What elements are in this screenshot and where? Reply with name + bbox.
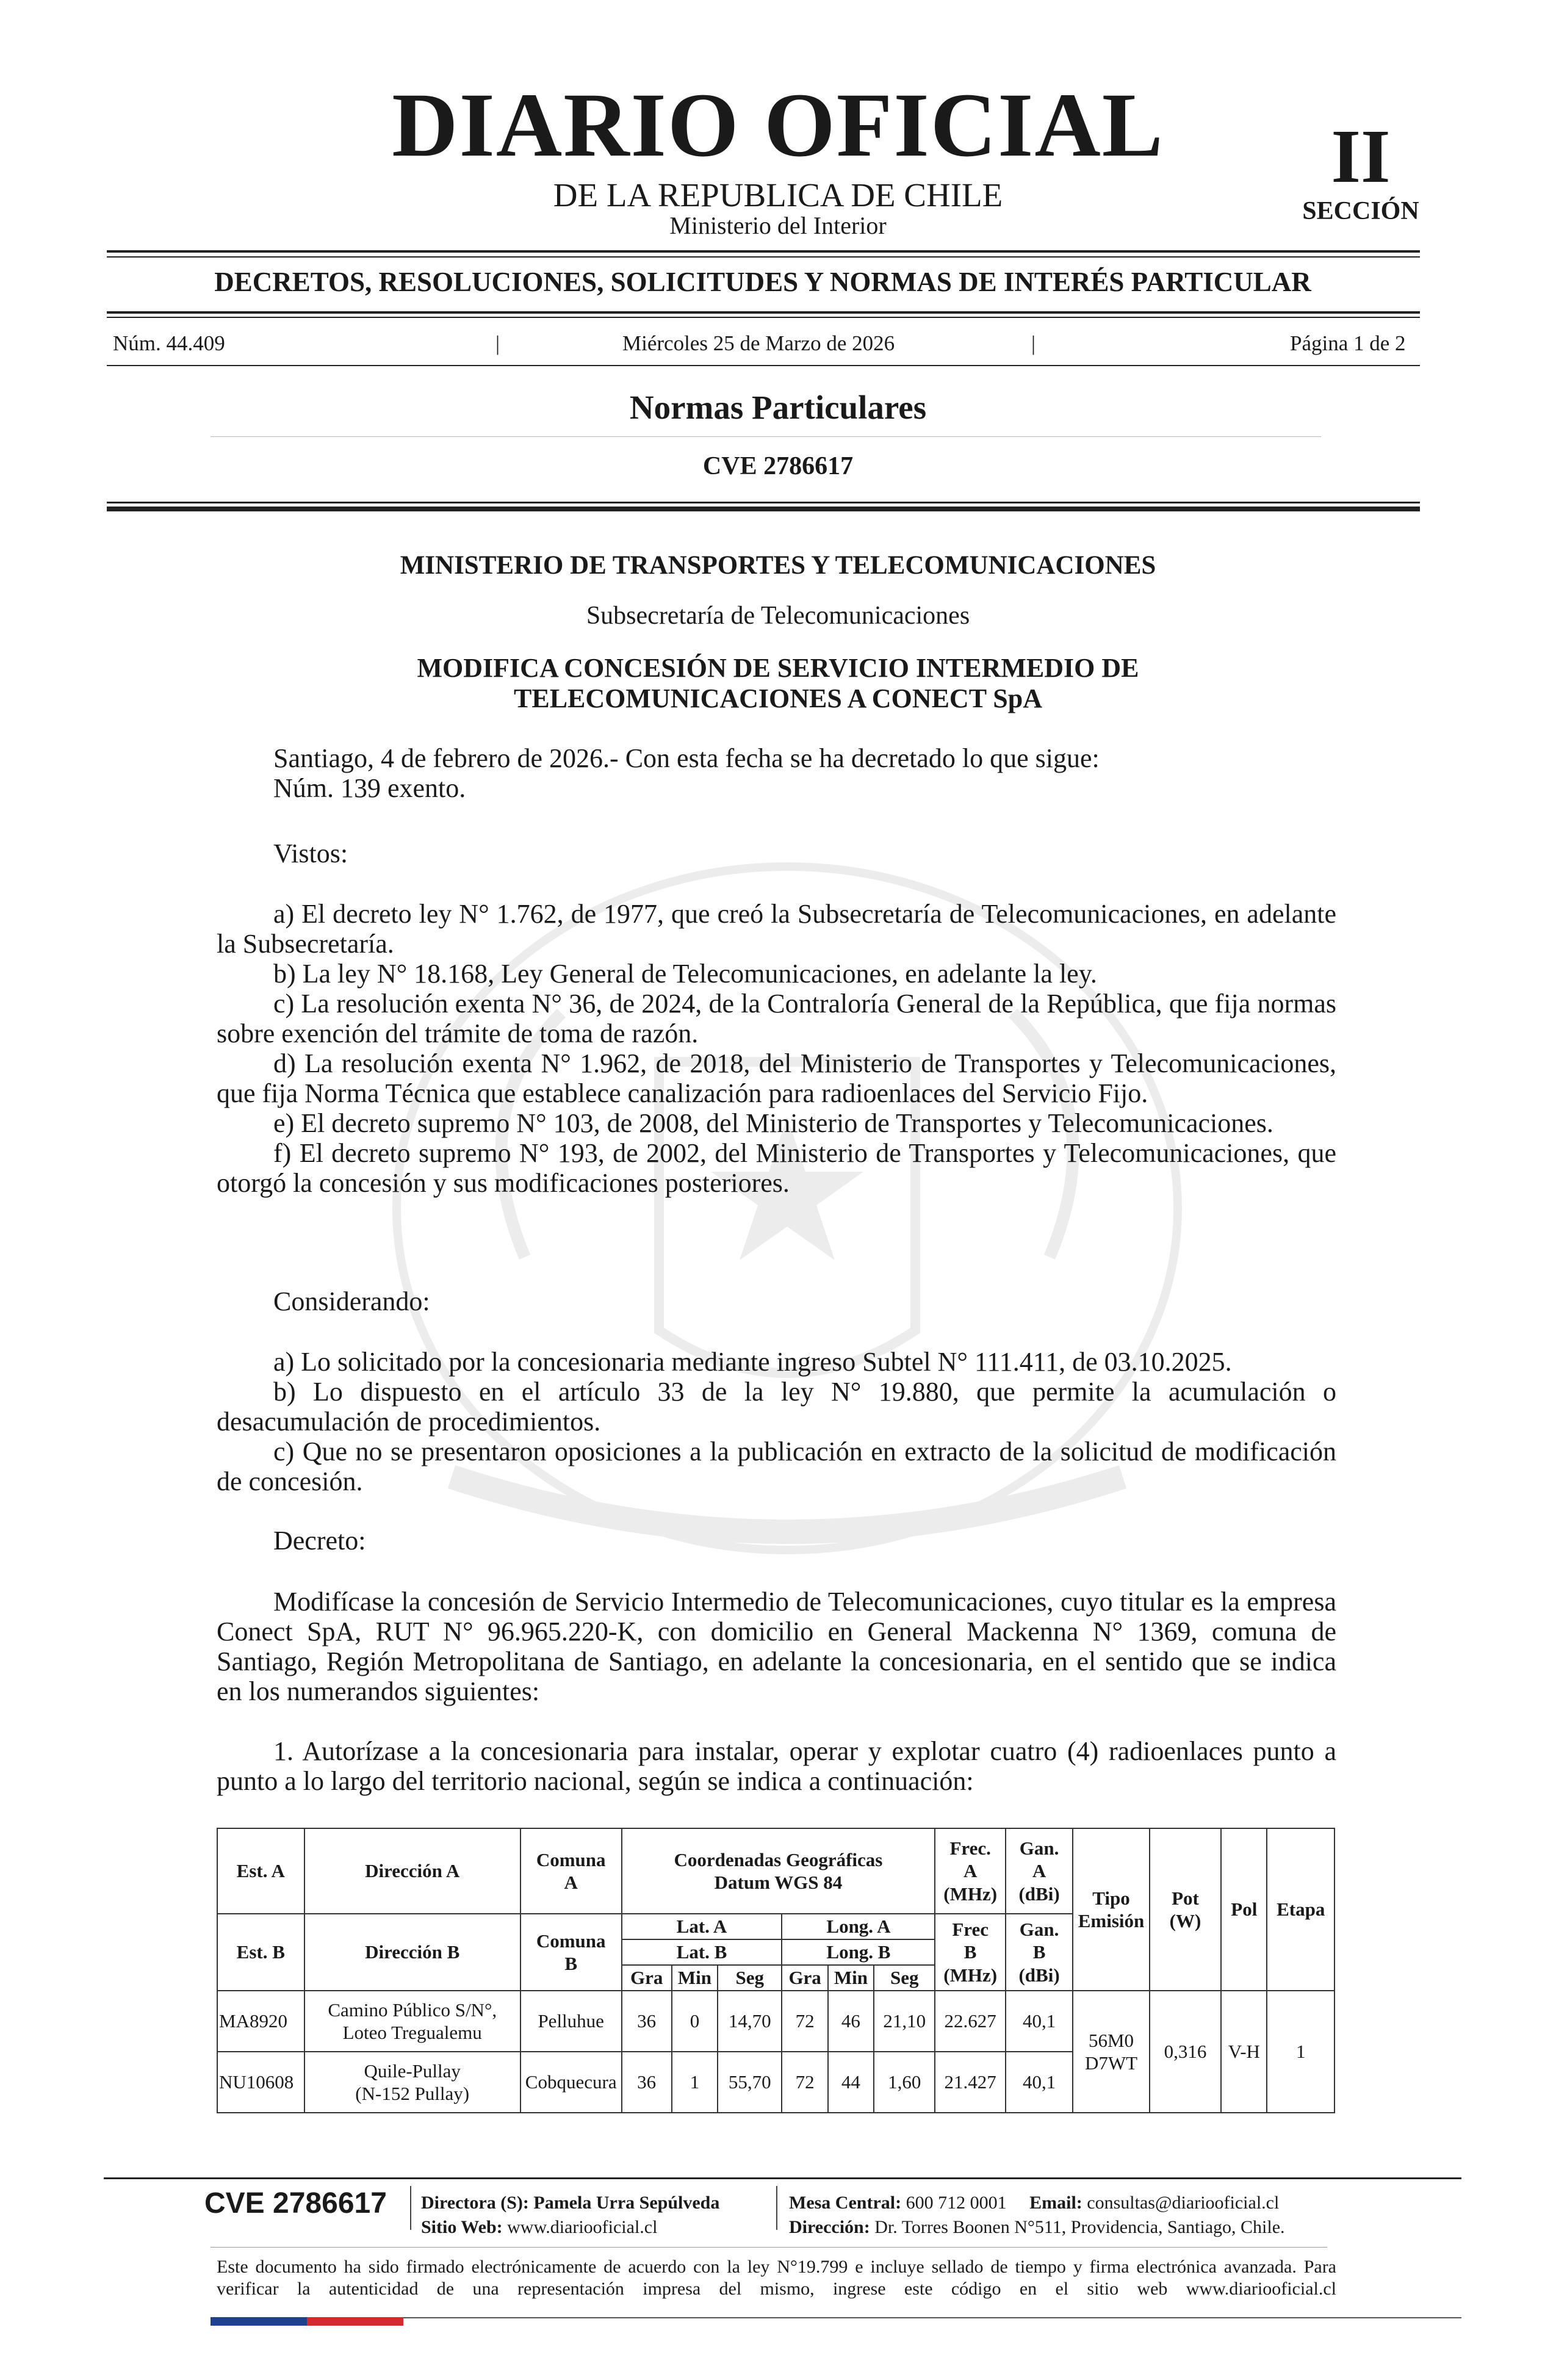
header-text: B [963,1941,977,1963]
cell-pot: 0,316 [1150,1991,1221,2113]
cell-text: D7WT [1084,2052,1138,2074]
divider [107,256,1420,258]
cell-est: NU10608 [217,2052,304,2113]
divider [107,250,1420,253]
cell-long-gra: 72 [782,2052,827,2113]
header-text: Comuna [536,1848,606,1870]
address-label: Dirección: [789,2217,870,2237]
divider [104,2177,1461,2179]
header-text: (MHz) [943,1883,998,1905]
site-link[interactable]: www.diariooficial.cl [507,2217,658,2237]
table-header-row [217,1828,1334,1871]
site-label: Sitio Web: [421,2217,503,2237]
address-value: Dr. Torres Boonen N°511, Providencia, Santiago, Chile. [874,2217,1285,2237]
cell-comuna: Pelluhue [520,1991,622,2052]
header-long-b: Long. B [782,1939,935,1965]
header-freq-a [935,1828,1005,1914]
divider [107,507,1420,511]
cell-freq: 21.427 [935,2052,1005,2113]
list-item-text: c) La resolución exenta N° 36, de 2024, de la Contraloría General de la República, que fija normas sobre exención del trámite de toma de razón. [217,989,1336,1048]
header-long-a: Long. A [782,1914,935,1939]
ministry-heading: MINISTERIO DE TRANSPORTES Y TELECOMUNICACIONES [400,551,1156,580]
cve-code: CVE 2786617 [702,452,854,480]
header-text: (dBi) [1018,1883,1060,1905]
point-1-text: 1. Autorízase a la concesionaria para instalar, operar y explotar cuatro (4) radioenlaces punto a punto a lo largo del territorio nacional, según se indica a continuación: [217,1736,1336,1796]
header-text: Datum WGS 84 [714,1872,843,1893]
divider [107,317,1420,318]
footer-cve: CVE 2786617 [204,2187,387,2220]
footer-contact [789,2191,1285,2240]
cell-long-seg: 1,60 [874,2052,935,2113]
page-indicator: Página 1 de 2 [1290,331,1406,355]
header-gra: Gra [782,1965,827,1991]
meta-separator: | [495,331,500,355]
list-item [217,1377,1336,1437]
banner-title: DECRETOS, RESOLUCIONES, SOLICITUDES Y NORMAS DE INTERÉS PARTICULAR [214,267,1311,297]
divider [410,2186,411,2230]
list-item-text: b) Lo dispuesto en el artículo 33 de la ley N° 19.880, que permite la acumulación o desacumulación de procedimientos. [217,1377,1336,1437]
director-name: Pamela Urra Sepúlveda [533,2193,720,2213]
cell-lat-seg: 55,70 [718,2052,782,2113]
section-label: SECCIÓN [1302,197,1419,225]
subsecretaria-heading: Subsecretaría de Telecomunicaciones [586,602,970,630]
header-text: Gan. [1019,1919,1059,1941]
header-text: Frec [952,1919,989,1941]
list-item [217,1108,1336,1138]
header-gan-a [1006,1828,1073,1914]
header-gan-b [1006,1914,1073,1991]
cell-lat-seg: 14,70 [718,1991,782,2052]
header-seg: Seg [874,1965,935,1991]
header-comuna-b [520,1914,622,1991]
header-text: (dBi) [1018,1964,1060,1986]
header-text: A [1032,1860,1046,1882]
section-title: Normas Particulares [629,389,927,426]
considerando-list [217,1347,1336,1496]
header-text: (W) [1169,1910,1201,1931]
list-item-text: d) La resolución exenta N° 1.962, de 2018, del Ministerio de Transportes y Telecomunicaciones, que fija Norma Técnica que establece canalización para radioenlaces del Servicio Fijo. [217,1048,1336,1108]
decree-number: Núm. 139 exento. [273,773,466,803]
header-text: Pot [1172,1887,1199,1909]
header-text: B [564,1953,578,1974]
flag-stripe-blue [211,2317,307,2326]
section-number: II [1331,115,1391,199]
divider [776,2186,777,2230]
decreto-heading [217,1526,1336,1556]
issue-date: Miércoles 25 de Marzo de 2026 [622,331,895,355]
header-pol: Pol [1221,1828,1267,1991]
cell-dir [304,2052,520,2113]
header-etapa: Etapa [1267,1828,1334,1991]
header-pot [1150,1828,1221,1991]
header-dir-a: Dirección A [304,1828,520,1914]
signature-note: Este documento ha sido firmado electrónicamente de acuerdo con la ley N°19.799 e incluye sellado de tiempo y firma electrónica avanzada. Para verificar la autenticidad de una representación impresa del mismo, ingrese este código en el sitio web www.diariooficial.cl [217,2257,1336,2299]
header-text: A [963,1860,978,1882]
masthead-title: DIARIO OFICIAL [392,74,1164,176]
cell-long-min: 46 [828,1991,874,2052]
cell-lat-gra: 36 [622,2052,672,2113]
cell-est: MA8920 [217,1991,304,2052]
header-text: Tipo [1092,1887,1130,1909]
flag-stripe-red [307,2317,403,2326]
point-1 [217,1736,1336,1796]
list-item [217,959,1336,989]
vistos-heading-text: Vistos: [273,838,348,868]
decree-title-line: TELECOMUNICACIONES A CONECT SpA [514,683,1042,714]
list-item [217,1347,1336,1377]
list-item [217,1437,1336,1496]
vistos-list [217,899,1336,1198]
decree-title-line: MODIFICA CONCESIÓN DE SERVICIO INTERMEDIO DE [417,653,1139,683]
cell-comuna: Cobquecura [520,2052,622,2113]
cell-etapa: 1 [1267,1991,1334,2113]
header-comuna-a [520,1828,622,1914]
mesa-label: Mesa Central: [789,2193,902,2213]
cell-lat-min: 1 [672,2052,718,2113]
cell-gan: 40,1 [1006,1991,1073,2052]
header-gra: Gra [622,1965,672,1991]
intro-text: Santiago, 4 de febrero de 2026.- Con esta fecha se ha decretado lo que sigue: [273,743,1100,773]
header-tipo [1073,1828,1149,1991]
cell-tipo [1073,1991,1149,2113]
masthead-ministry: Ministerio del Interior [669,212,887,239]
divider [107,311,1420,314]
header-text: Coordenadas Geográficas [674,1848,883,1870]
cell-text: Camino Público S/N°, [328,1999,497,2021]
cell-gan: 40,1 [1006,2052,1073,2113]
header-text: Emisión [1078,1910,1145,1931]
header-text: Comuna [536,1930,606,1952]
considerando-heading-text: Considerando: [273,1286,430,1316]
header-est-a: Est. A [217,1828,304,1914]
email-link[interactable]: consultas@diariooficial.cl [1087,2193,1280,2213]
header-text: Frec. [949,1837,991,1859]
cell-text: 56M0 [1088,2029,1134,2051]
header-est-b: Est. B [217,1914,304,1991]
table-row [217,1991,1334,2052]
meta-separator: | [1031,331,1036,355]
issue-number: Núm. 44.409 [113,331,225,355]
list-item [217,989,1336,1048]
list-item-text: c) Que no se presentaron oposiciones a la publicación en extracto de la solicitud de modificación de concesión. [217,1437,1336,1496]
cell-long-gra: 72 [782,1991,827,2052]
header-lat-b: Lat. B [622,1939,782,1965]
radiolink-table [217,1828,1335,2113]
cell-long-min: 44 [828,2052,874,2113]
cell-text: Quile-Pullay [364,2060,461,2082]
email-label: Email: [1029,2193,1082,2213]
list-item-text: b) La ley N° 18.168, Ley General de Telecomunicaciones, en adelante la ley. [273,959,1097,989]
list-item-text: e) El decreto supremo N° 103, de 2008, del Ministerio de Transportes y Telecomunicaciones. [273,1108,1273,1138]
header-seg: Seg [718,1965,782,1991]
cell-text: (N-152 Pullay) [355,2083,470,2104]
list-item [217,1048,1336,1108]
director-label: Directora (S): [421,2193,529,2213]
footer-director [421,2191,719,2240]
cell-lat-min: 0 [672,1991,718,2052]
decreto-heading-text: Decreto: [273,1526,366,1556]
considerando-heading [217,1286,1336,1316]
cell-lat-gra: 36 [622,1991,672,2052]
header-freq-b [935,1914,1005,1991]
divider [211,2247,1327,2248]
list-item [217,1138,1336,1198]
decree-title [0,653,1556,714]
decree-intro [217,743,1336,803]
decreto-body-text: Modifícase la concesión de Servicio Intermedio de Telecomunicaciones, cuyo titular es la empresa Conect SpA, RUT N° 96.965.220-K, con domicilio en General Mackenna N° 1369, comuna de Santiago, Región Metropolitana de Santiago, en adelante la concesionaria, en el sentido que se indica en los numerandos siguientes: [217,1587,1336,1706]
divider [107,365,1420,366]
header-text: Gan. [1019,1837,1059,1859]
cell-text: Loteo Tregualemu [342,2022,482,2043]
list-item-text: a) El decreto ley N° 1.762, de 1977, que creó la Subsecretaría de Telecomunicaciones, en adelante la Subsecretaría. [217,899,1336,959]
header-min: Min [672,1965,718,1991]
header-lat-a: Lat. A [622,1914,782,1939]
list-item-text: a) Lo solicitado por la concesionaria mediante ingreso Subtel N° 111.411, de 03.10.2025. [273,1347,1232,1377]
masthead-subtitle: DE LA REPUBLICA DE CHILE [553,176,1003,214]
header-text: (MHz) [943,1964,998,1986]
header-text: B [1032,1941,1046,1963]
list-item [217,899,1336,959]
divider [211,436,1321,437]
list-item-text: f) El decreto supremo N° 193, de 2002, del Ministerio de Transportes y Telecomunicaciones, que otorgó la concesión y sus modificaciones posteriores. [217,1138,1336,1198]
vistos-heading [217,838,1336,868]
cell-pol: V-H [1221,1991,1267,2113]
header-coords [622,1828,935,1914]
header-text: A [564,1872,578,1893]
header-min: Min [828,1965,874,1991]
mesa-value: 600 712 0001 [906,2193,1007,2213]
decreto-body [217,1587,1336,1706]
header-dir-b: Dirección B [304,1914,520,1991]
cell-freq: 22.627 [935,1991,1005,2052]
cell-dir [304,1991,520,2052]
divider [107,502,1420,503]
cell-long-seg: 21,10 [874,1991,935,2052]
